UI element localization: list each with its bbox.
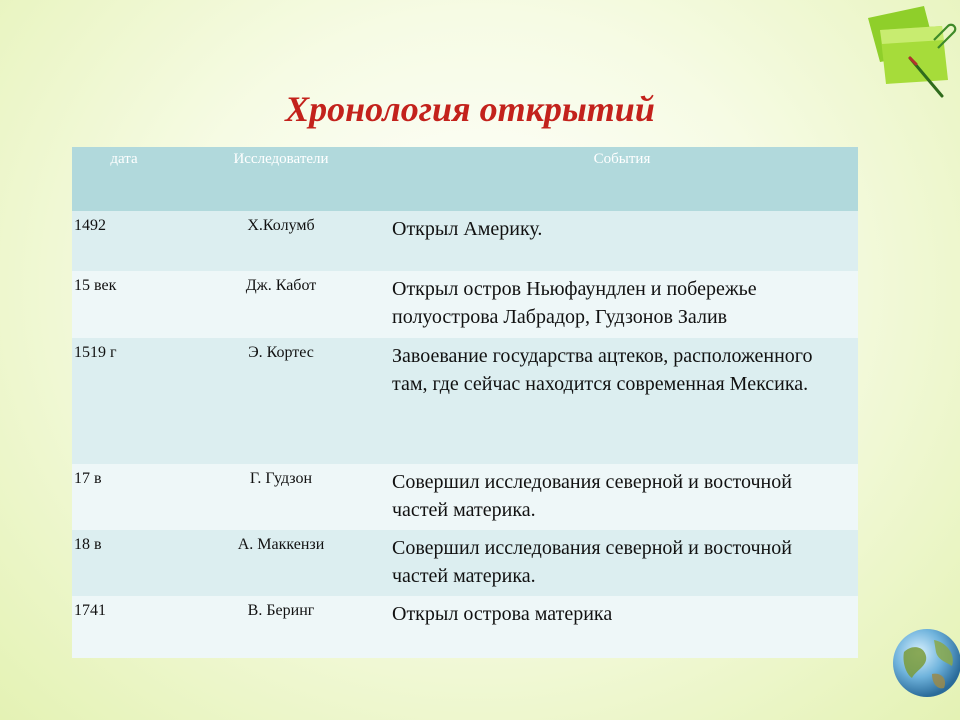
cell-explorer: Э. Кортес	[176, 338, 386, 464]
cell-explorer: В. Беринг	[176, 596, 386, 658]
cell-event: Открыл острова материка	[386, 596, 858, 658]
table-row	[72, 211, 858, 271]
discoveries-table	[72, 147, 858, 658]
header-date: дата	[72, 147, 176, 211]
globe-icon	[890, 626, 960, 700]
page-title: Хронология открытий	[285, 89, 655, 129]
cell-event: Открыл Америку.	[386, 211, 858, 271]
table-header-row	[72, 147, 858, 211]
cell-date: 15 век	[72, 271, 176, 338]
table-row	[72, 530, 858, 596]
cell-event: Завоевание государства ацтеков, расположенного там, где сейчас находится современная Мексика.	[386, 338, 858, 464]
cell-event: Совершил исследования северной и восточной частей материка.	[386, 464, 858, 530]
table-row	[72, 464, 858, 530]
table-row	[72, 338, 858, 464]
paper-notes-icon	[850, 0, 960, 110]
table-row	[72, 596, 858, 658]
cell-explorer: А. Маккензи	[176, 530, 386, 596]
cell-explorer: Г. Гудзон	[176, 464, 386, 530]
cell-date: 1519 г	[72, 338, 176, 464]
table-row	[72, 271, 858, 338]
cell-event: Открыл остров Ньюфаундлен и побережье полуострова Лабрадор, Гудзонов Залив	[386, 271, 858, 338]
cell-explorer: Дж. Кабот	[176, 271, 386, 338]
cell-date: 17 в	[72, 464, 176, 530]
cell-explorer: Х.Колумб	[176, 211, 386, 271]
header-events: События	[386, 147, 858, 211]
cell-date: 1741	[72, 596, 176, 658]
header-explorers: Исследователи	[176, 147, 386, 211]
cell-date: 1492	[72, 211, 176, 271]
cell-date: 18 в	[72, 530, 176, 596]
cell-event: Совершил исследования северной и восточной частей материка.	[386, 530, 858, 596]
